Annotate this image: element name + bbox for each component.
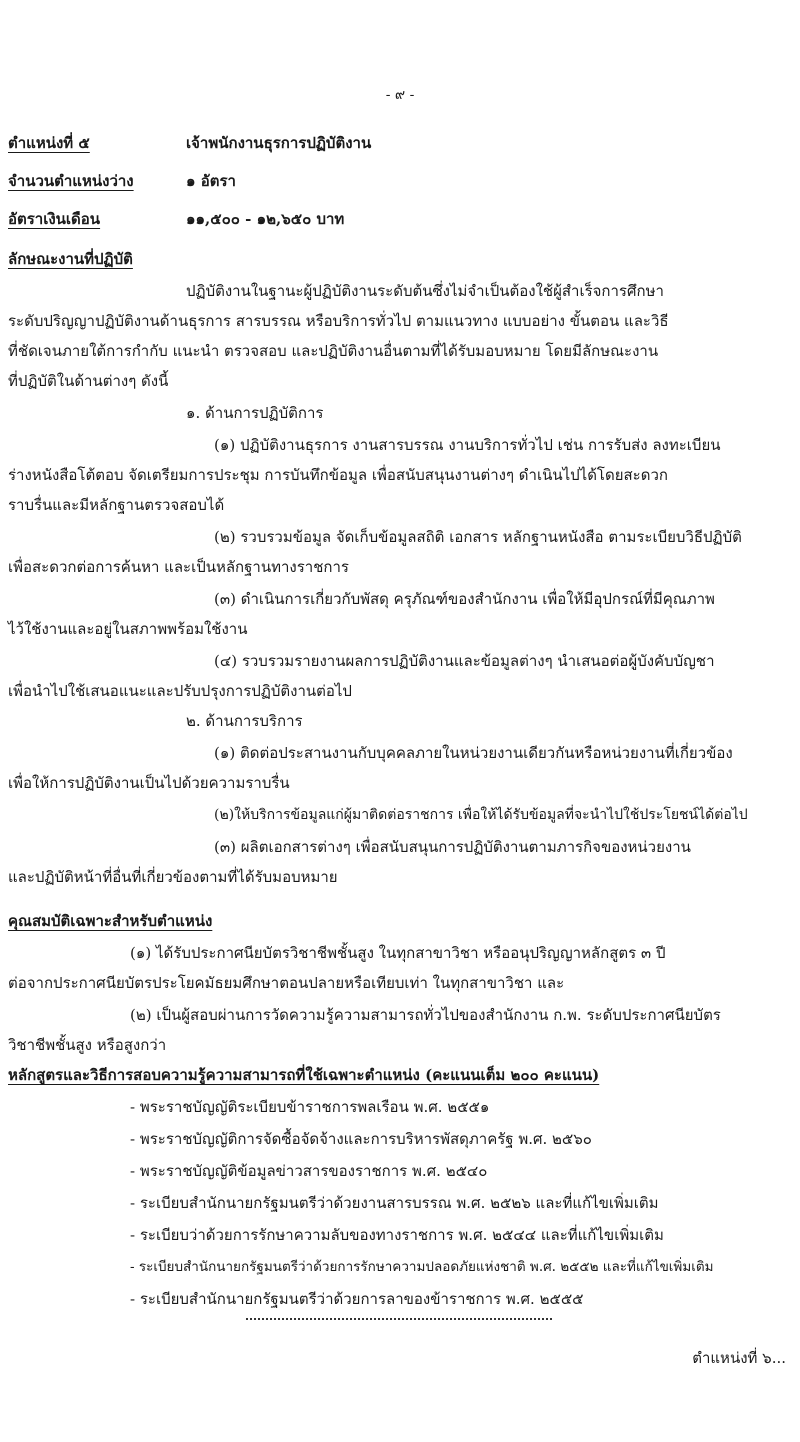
section1-title: ๑. ด้านการปฏิบัติการ <box>186 404 324 422</box>
s2-item1-line: (๑) ติดต่อประสานงานกับบุคคลภายในหน่วยงานเดียวกันหรือหน่วยงานที่เกี่ยวข้อง <box>214 744 733 762</box>
duties-intro-line: ระดับปริญญาปฏิบัติงานด้านธุรการ สารบรรณ หรือบริการทั่วไป ตามแนวทาง แบบอย่าง ขั้นตอน และวิธี <box>8 312 669 330</box>
qualification-line: (๒) เป็นผู้สอบผ่านการวัดความรู้ความสามารถทั่วไปของสำนักงาน ก.พ. ระดับประกาศนียบัตร <box>130 1006 721 1024</box>
section2-title: ๒. ด้านการบริการ <box>186 712 303 730</box>
qualification-line: วิชาชีพชั้นสูง หรือสูงกว่า <box>8 1036 167 1054</box>
duties-intro-line: ปฏิบัติงานในฐานะผู้ปฏิบัติงานระดับต้นซึ่งไม่จำเป็นต้องใช้ผู้สำเร็จการศึกษา <box>186 282 664 300</box>
next-position-note: ตำแหน่งที่ ๖... <box>692 1349 786 1367</box>
salary-value: ๑๑,๕๐๐ - ๑๒,๖๕๐ บาท <box>186 210 345 228</box>
exam-item: - ระเบียบว่าด้วยการรักษาความลับของทางราชการ พ.ศ. ๒๕๔๔ และที่แก้ไขเพิ่มเติม <box>130 1226 664 1244</box>
qualifications-heading: คุณสมบัติเฉพาะสำหรับตำแหน่ง <box>8 912 213 930</box>
exam-item: - ระเบียบสำนักนายกรัฐมนตรีว่าด้วยการรักษาความปลอดภัยแห่งชาติ พ.ศ. ๒๕๕๒ และที่แก้ไขเพิ่มเติม <box>130 1259 714 1275</box>
s1-item1-line: (๑) ปฏิบัติงานธุรการ งานสารบรรณ งานบริการทั่วไป เช่น การรับส่ง ลงทะเบียน <box>214 436 721 454</box>
exam-heading: หลักสูตรและวิธีการสอบความรู้ความสามารถที่ใช้เฉพาะตำแหน่ง (คะแนนเต็ม ๒๐๐ คะแนน) <box>8 1066 600 1084</box>
s1-item4-line: (๔) รวบรวมรายงานผลการปฏิบัติงานและข้อมูลต่างๆ นำเสนอต่อผู้บังคับบัญชา <box>214 652 715 670</box>
s1-item3-line: ไว้ใช้งานและอยู่ในสภาพพร้อมใช้งาน <box>8 620 248 638</box>
s2-item3-line: (๓) ผลิตเอกสารต่างๆ เพื่อสนับสนุนการปฏิบัติงานตามภารกิจของหน่วยงาน <box>214 838 691 856</box>
exam-item: - ระเบียบสำนักนายกรัฐมนตรีว่าด้วยการลาของข้าราชการ พ.ศ. ๒๕๕๕ <box>130 1290 584 1308</box>
exam-item: - พระราชบัญญัติข้อมูลข่าวสารของราชการ พ.ศ. ๒๕๔๐ <box>130 1162 488 1180</box>
s1-item2-line: เพื่อสะดวกต่อการค้นหา และเป็นหลักฐานทางราชการ <box>8 558 349 576</box>
vacancy-value: ๑ อัตรา <box>186 172 236 190</box>
exam-item: - พระราชบัญญัติระเบียบข้าราชการพลเรือน พ.ศ. ๒๕๕๑ <box>130 1098 490 1116</box>
qualification-line: ต่อจากประกาศนียบัตรประโยคมัธยมศึกษาตอนปลายหรือเทียบเท่า ในทุกสาขาวิชา และ <box>8 974 565 992</box>
duties-heading: ลักษณะงานที่ปฏิบัติ <box>8 250 133 268</box>
s1-item1-line: ร่างหนังสือโต้ตอบ จัดเตรียมการประชุม การบันทึกข้อมูล เพื่อสนับสนุนงานต่างๆ ดำเนินไปได้โดยสะดวก <box>8 466 668 484</box>
s1-item4-line: เพื่อนำไปใช้เสนอแนะและปรับปรุงการปฏิบัติงานต่อไป <box>8 682 352 700</box>
duties-intro-line: ที่ชัดเจนภายใต้การกำกับ แนะนำ ตรวจสอบ และปฏิบัติงานอื่นตามที่ได้รับมอบหมาย โดยมีลักษณะงาน <box>8 342 659 360</box>
exam-item: - ระเบียบสำนักนายกรัฐมนตรีว่าด้วยงานสารบรรณ พ.ศ. ๒๕๒๖ และที่แก้ไขเพิ่มเติม <box>130 1194 659 1212</box>
page-number: - ๙ - <box>385 87 415 103</box>
vacancy-label: จำนวนตำแหน่งว่าง <box>8 172 134 190</box>
s2-item3-line: และปฏิบัติหน้าที่อื่นที่เกี่ยวข้องตามที่ได้รับมอบหมาย <box>8 868 338 886</box>
salary-label: อัตราเงินเดือน <box>8 210 101 228</box>
duties-intro-line: ที่ปฏิบัติในด้านต่างๆ ดังนี้ <box>8 372 169 390</box>
s1-item1-line: ราบรื่นและมีหลักฐานตรวจสอบได้ <box>8 496 225 514</box>
exam-item: - พระราชบัญญัติการจัดซื้อจัดจ้างและการบริหารพัสดุภาครัฐ พ.ศ. ๒๕๖๐ <box>130 1130 592 1148</box>
position-value: เจ้าพนักงานธุรการปฏิบัติงาน <box>186 134 372 152</box>
s2-item2-line: (๒)ให้บริการข้อมูลแก่ผู้มาติดต่อราชการ เพื่อให้ได้รับข้อมูลที่จะนำไปใช้ประโยชน์ได้ต่อไป <box>214 807 748 823</box>
qualification-line: (๑) ได้รับประกาศนียบัตรวิชาชีพชั้นสูง ในทุกสาขาวิชา หรืออนุปริญญาหลักสูตร ๓ ปี <box>130 944 666 962</box>
s1-item3-line: (๓) ดำเนินการเกี่ยวกับพัสดุ ครุภัณฑ์ของสำนักงาน เพื่อให้มีอุปกรณ์ที่มีคุณภาพ <box>214 590 715 608</box>
dotted-separator <box>246 1318 552 1320</box>
s2-item1-line: เพื่อให้การปฏิบัติงานเป็นไปด้วยความราบรื่น <box>8 774 290 792</box>
position-label: ตำแหน่งที่ ๕ <box>8 134 90 152</box>
s1-item2-line: (๒) รวบรวมข้อมูล จัดเก็บข้อมูลสถิติ เอกสาร หลักฐานหนังสือ ตามระเบียบวิธีปฏิบัติ <box>214 528 742 546</box>
